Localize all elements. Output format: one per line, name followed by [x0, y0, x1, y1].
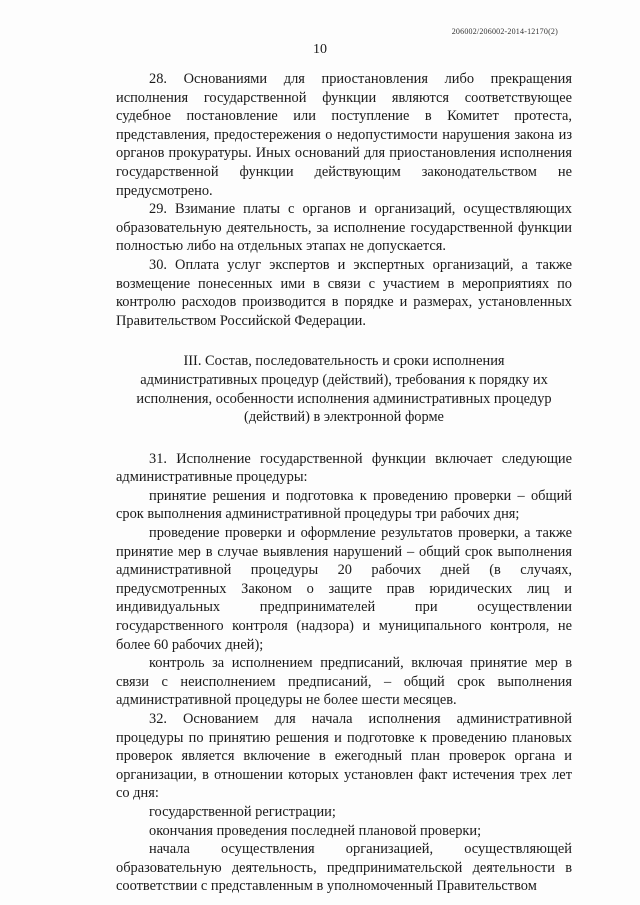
- page-number: 10: [313, 42, 327, 57]
- paragraph-32: 32. Основанием для начала исполнения административной процедуры по принятию решения и подготовке к проведению плановых проверок является включение в ежегодный план проверок органа и организации, в отношении которых установлен факт истечения трех лет со дня:: [116, 711, 572, 802]
- section-heading-line: III. Состав, последовательность и сроки исполнения: [183, 353, 505, 370]
- basis-item-activity-start: начала осуществления организацией, осуществляющей образовательную деятельность, предпринимательской деятельности в соответствии с представленным в уполномоченный Правительством: [116, 841, 572, 895]
- procedure-item-decision: принятие решения и подготовка к проведению проверки – общий срок выполнения административной процедуры три рабочих дня;: [116, 487, 572, 523]
- section-heading: [126, 352, 562, 426]
- document-body: [116, 70, 572, 896]
- document-number: 206002/206002-2014-12170(2): [451, 27, 558, 36]
- paragraph-29: 29. Взимание платы с органов и организаций, осуществляющих образовательную деятельность, за исполнение государственной функции полностью либо на отдельных этапах не допускается.: [116, 201, 572, 255]
- section-heading-line: исполнения, особенности исполнения административных процедур: [136, 390, 552, 407]
- section-heading-line: (действий) в электронной форме: [244, 409, 444, 426]
- paragraph-28: 28. Основаниями для приостановления либо прекращения исполнения государственной функции являются соответствующее судебное постановление или поступление в Комитет протеста, представления, предостережения о недопустимости нарушения закона из органов прокуратуры. Иных оснований для приостановления исполнения государственной функции действующим законодательством не предусмотрено.: [116, 71, 572, 199]
- section-heading-line: административных процедур (действий), требования к порядку их: [140, 371, 548, 388]
- procedure-item-inspection: проведение проверки и оформление результатов проверки, а также принятие мер в случае выявления нарушений – общий срок выполнения административной процедуры 20 рабочих дней (в случаях, предусмотренных Законом о защите прав юридических лиц и индивидуальных предпринимателей при осуществлении государственного контроля (надзора) и муниципального контроля, не более 60 рабочих дней);: [116, 525, 572, 653]
- basis-item-last-inspection: окончания проведения последней плановой проверки;: [149, 822, 482, 839]
- paragraph-31: 31. Исполнение государственной функции включает следующие административные процедуры:: [116, 450, 572, 486]
- basis-item-registration: государственной регистрации;: [149, 803, 336, 820]
- paragraph-30: 30. Оплата услуг экспертов и экспертных организаций, а также возмещение понесенных ими в связи с участием в мероприятиях по контролю расходов производится в порядке и размерах, установленных Правительством Российской Федерации.: [116, 256, 572, 329]
- procedure-item-control: контроль за исполнением предписаний, включая принятие мер в связи с неисполнением предписаний, – общий срок выполнения административной процедуры не более шести месяцев.: [116, 655, 572, 709]
